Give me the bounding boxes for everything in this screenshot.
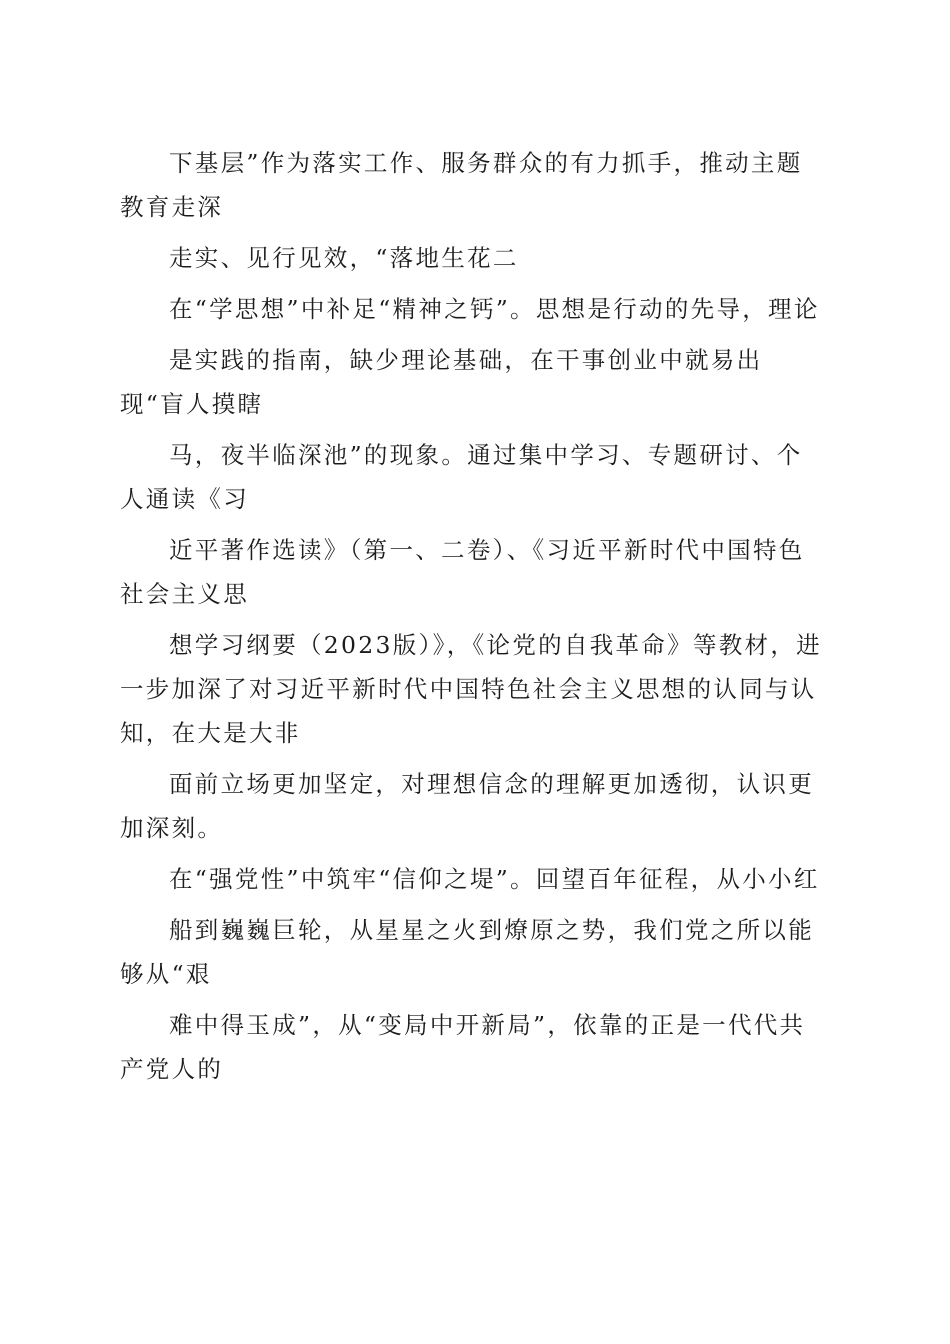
paragraph: 近平著作选读》（第一、二卷）、《习近平新时代中国特色社会主义思 xyxy=(120,536,805,608)
paragraph: 在“学思想”中补足“精神之钙”。思想是行动的先导，理论 xyxy=(169,295,820,323)
paragraph: 走实、见行见效，“落地生花二 xyxy=(169,244,519,272)
paragraph: 马，夜半临深池”的现象。通过集中学习、专题研讨、个人通读《习 xyxy=(120,441,803,513)
paragraph: 难中得玉成”，从“变局中开新局”，依靠的正是一代代共产党人的 xyxy=(120,1011,806,1083)
paragraph: 面前立场更加坚定，对理想信念的理解更加透彻，认识更加深刻。 xyxy=(120,770,814,842)
paragraph: 在“强党性”中筑牢“信仰之堤”。回望百年征程，从小小红 xyxy=(169,865,820,893)
paragraph: 船到巍巍巨轮，从星星之火到燎原之势，我们党之所以能够从“艰 xyxy=(120,916,814,988)
document-body xyxy=(120,141,826,1098)
paragraph: 下基层”作为落实工作、服务群众的有力抓手，推动主题教育走深 xyxy=(120,149,803,221)
paragraph: 是实践的指南，缺少理论基础，在干事创业中就易出现“盲人摸瞎 xyxy=(120,346,763,418)
paragraph: 想学习纲要（2023版）》，《论党的自我革命》等教材，进一步加深了对习近平新时代中国特色社会主义思想的认同与认知，在大是大非 xyxy=(120,631,822,747)
